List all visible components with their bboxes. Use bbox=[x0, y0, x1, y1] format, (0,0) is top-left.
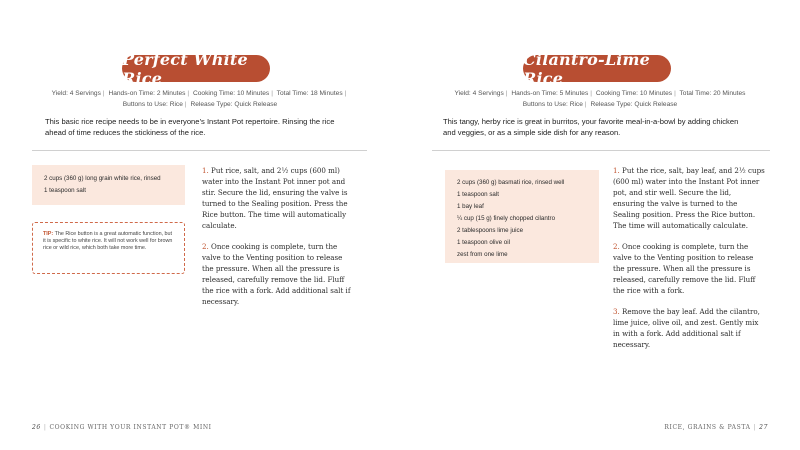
step-number: 2. bbox=[613, 242, 620, 251]
ingredient-item: 2 cups (360 g) basmati rice, rinsed well bbox=[457, 179, 565, 186]
step-text: Put rice, salt, and 2½ cups (600 ml) water into the Instant Pot inner pot and stir. Secure the lid, ensuring the valve is turned to the Sealing position. Press the Rice button. The time will automatically calculate. bbox=[202, 166, 348, 230]
ingredient-item: 2 tablespoons lime juice bbox=[457, 227, 524, 234]
meta-yield: Yield: 4 Servings bbox=[454, 90, 504, 97]
ingredients-box bbox=[445, 170, 599, 263]
step-item bbox=[613, 165, 765, 231]
tip-label: TIP: bbox=[43, 231, 54, 237]
ingredient-item: zest from one lime bbox=[457, 251, 508, 258]
meta-hands-on: Hands-on Time: 2 Minutes bbox=[108, 90, 186, 97]
meta-total: Total Time: 20 Minutes bbox=[679, 90, 746, 97]
step-number: 2. bbox=[202, 242, 209, 251]
ingredient-item: 1 teaspoon salt bbox=[457, 191, 499, 198]
step-number: 1. bbox=[613, 166, 620, 175]
meta-total: Total Time: 18 Minutes bbox=[276, 90, 343, 97]
meta-line-1: Yield: 4 Servings | Hands-on Time: 2 Minutes | Cooking Time: 10 Minutes | Total Time: 18 Minutes | bbox=[51, 90, 347, 97]
divider bbox=[432, 150, 770, 151]
page-footer: RICE, GRAINS & PASTA | 27 bbox=[664, 424, 768, 431]
tip-text: The Rice button is a great automatic function, but it is specific to white rice. It will not work well for brown rice or wild rice, which both take more time. bbox=[43, 231, 173, 252]
meta-cooking: Cooking Time: 10 Minutes bbox=[595, 90, 673, 97]
ingredient-item: 1 bay leaf bbox=[457, 203, 484, 210]
meta-hands-on: Hands-on Time: 5 Minutes bbox=[511, 90, 589, 97]
meta-buttons: Buttons to Use: Rice bbox=[122, 101, 183, 108]
meta-line-1: Yield: 4 Servings | Hands-on Time: 5 Minutes | Cooking Time: 10 Minutes | Total Time: 20 Minutes bbox=[454, 90, 746, 97]
meta-buttons: Buttons to Use: Rice bbox=[522, 101, 583, 108]
step-text: Put the rice, salt, bay leaf, and 2½ cups (600 ml) water into the Instant Pot inner pot, and stir well. Secure the lid, ensuring the valve is turned to the Sealing position. Press the Rice button. The time will automatically calculate. bbox=[613, 166, 765, 230]
footer-title: RICE, GRAINS & PASTA bbox=[664, 424, 751, 431]
recipe-intro: This tangy, herby rice is great in burritos, your favorite meal-in-a-bowl by adding chicken and veggies, or as a simple side dish for any reason. bbox=[443, 117, 739, 137]
step-item bbox=[613, 306, 765, 350]
meta-line-2: Buttons to Use: Rice | Release Type: Quick Release bbox=[522, 101, 678, 108]
ingredient-item: 2 cups (360 g) long grain white rice, rinsed bbox=[44, 175, 161, 182]
meta-yield: Yield: 4 Servings bbox=[51, 90, 101, 97]
meta-line-2: Buttons to Use: Rice | Release Type: Quick Release bbox=[122, 101, 278, 108]
meta-cooking: Cooking Time: 10 Minutes bbox=[192, 90, 270, 97]
ingredient-item: 1 teaspoon salt bbox=[44, 187, 86, 194]
step-text: Once cooking is complete, turn the valve to the Venting position to release the pressure. When all the pressure is released, carefully remove the lid. Fluff the rice with a fork. bbox=[613, 242, 756, 295]
recipe-title: Cilantro-Lime Rice bbox=[523, 55, 671, 82]
meta-release: Release Type: Quick Release bbox=[590, 101, 678, 108]
ingredient-item: 1 teaspoon olive oil bbox=[457, 239, 510, 246]
page-number: 26 bbox=[32, 424, 41, 431]
meta-release: Release Type: Quick Release bbox=[190, 101, 278, 108]
footer-title: COOKING WITH YOUR INSTANT POT® MINI bbox=[49, 424, 212, 431]
step-number: 1. bbox=[202, 166, 209, 175]
step-text: Once cooking is complete, turn the valve to the Venting position to release the pressure. When all the pressure is released, carefully remove the lid. Fluff the rice with a fork. Add additional salt if necessary. bbox=[202, 242, 351, 306]
step-number: 3. bbox=[613, 307, 620, 316]
recipe-title: Perfect White Rice bbox=[122, 55, 270, 82]
page-number: 27 bbox=[759, 424, 768, 431]
step-text: Remove the bay leaf. Add the cilantro, lime juice, olive oil, and zest. Gently mix in with a fork. Add additional salt if necessary. bbox=[613, 307, 760, 349]
recipe-steps bbox=[613, 165, 765, 360]
page-footer: 26 | COOKING WITH YOUR INSTANT POT® MINI bbox=[32, 424, 212, 431]
recipe-intro: This basic rice recipe needs to be in everyone’s Instant Pot repertoire. Rinsing the rice ahead of time reduces the stickiness of the rice. bbox=[45, 117, 335, 137]
recipe-meta bbox=[400, 88, 800, 110]
step-item bbox=[613, 241, 765, 296]
ingredient-item: ¼ cup (15 g) finely chopped cilantro bbox=[457, 215, 556, 222]
